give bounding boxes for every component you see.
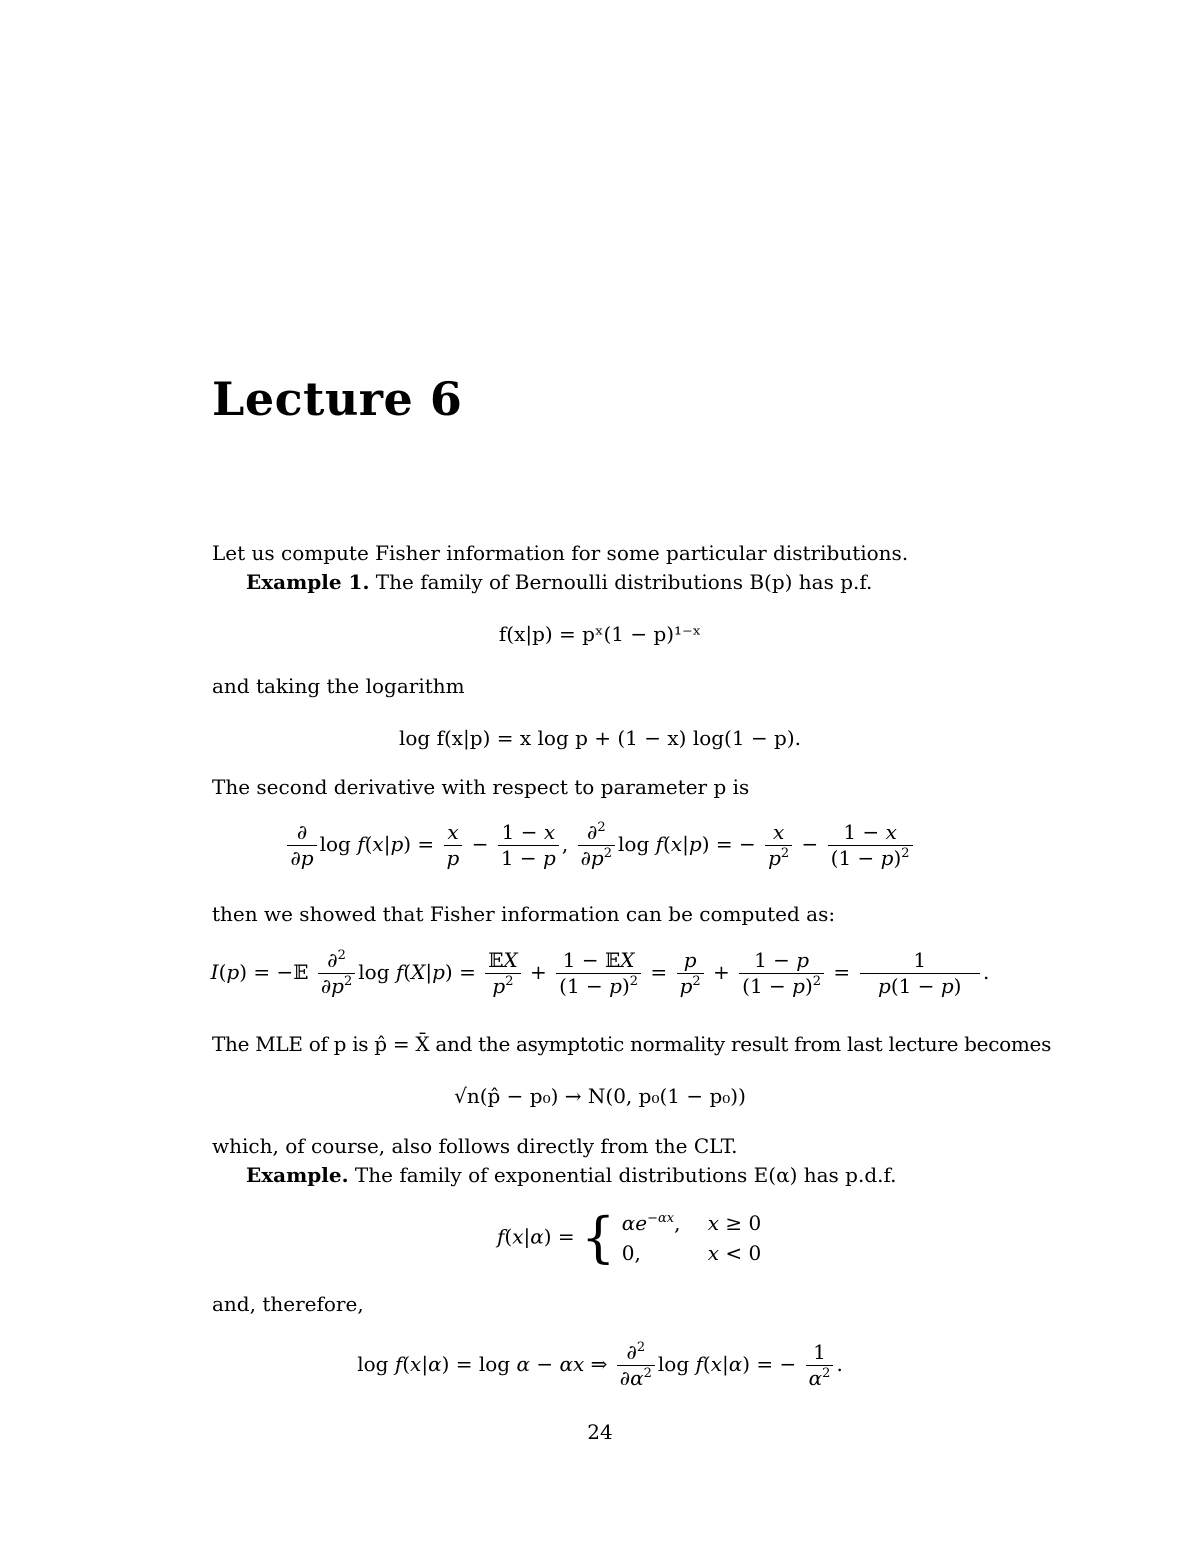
log-likelihood-equation: log f(x|p) = x log p + (1 − x) log(1 − p). (398, 726, 802, 750)
exponential-pdf-equation: f(x|α) = { $\alpha e^{-\alpha x}$, x ≥ 0 0, x < 0 (497, 1206, 762, 1269)
example-1-text: The family of Bernoulli distributions B(p) has p.f. (375, 570, 873, 594)
clt-text: which, of course, also follows directly from the CLT. (212, 1134, 738, 1158)
intro-paragraph: Let us compute Fisher information for some particular distributions. (212, 541, 909, 565)
example-2-label: Example. (246, 1163, 349, 1187)
example-2-paragraph (246, 1165, 897, 1185)
page-title: Lecture 6 (212, 372, 463, 426)
example-1-paragraph (246, 572, 872, 592)
bernoulli-pf-equation: f(x|p) = pˣ(1 − p)¹⁻ˣ (498, 622, 702, 646)
second-derivative-intro: The second derivative with respect to parameter p is (212, 775, 750, 799)
fisher-intro-text: then we showed that Fisher information can be computed as: (212, 902, 836, 926)
mle-paragraph: The MLE of p is p̂ = X̄ and the asymptotic normality result from last lecture becomes (212, 1032, 1052, 1056)
log-intro-text: and taking the logarithm (212, 674, 465, 698)
example-2-text: The family of exponential distributions E(α) has p.d.f. (354, 1163, 897, 1187)
fisher-information-equation: I(p) = −𝔼 $\frac{\partial^2}{\partial p^2}$ log f(X|p) = $\frac{\text{𝔼X}}{p^2}$ + $\frac{\text{1 − 𝔼X}}{(1 - p)^2}$ = $\frac{p}{p^2}$ + $\frac{1 - p}{(1 - p)^2}$ = $\frac{1}{p(1 - p)}$ . (210, 948, 990, 998)
derivative-equation: $\frac{\partial}{\partial p}$ log f(x|p) = $\frac{x}{p}$ − $\frac{1 - x}{1 - p}$ , $\frac{\partial^2}{\partial p^2}$ log f(x|p) = − $\frac{x}{p^2}$ − $\frac{1 - x}{(1 - p)^2}$ (0, 820, 1200, 871)
example-1-label: Example 1. (246, 570, 370, 594)
exponential-derivative-equation: log f(x|α) = log α − αx ⇒ $\frac{\partial^2}{\partial\alpha^2}$ log f(x|α) = − $\frac{1}{\alpha^2}$ . (357, 1340, 843, 1390)
page-number: 24 (587, 1420, 613, 1444)
therefore-text: and, therefore, (212, 1292, 364, 1316)
clt-equation: √n(p̂ − p₀) → N(0, p₀(1 − p₀)) (454, 1084, 746, 1108)
